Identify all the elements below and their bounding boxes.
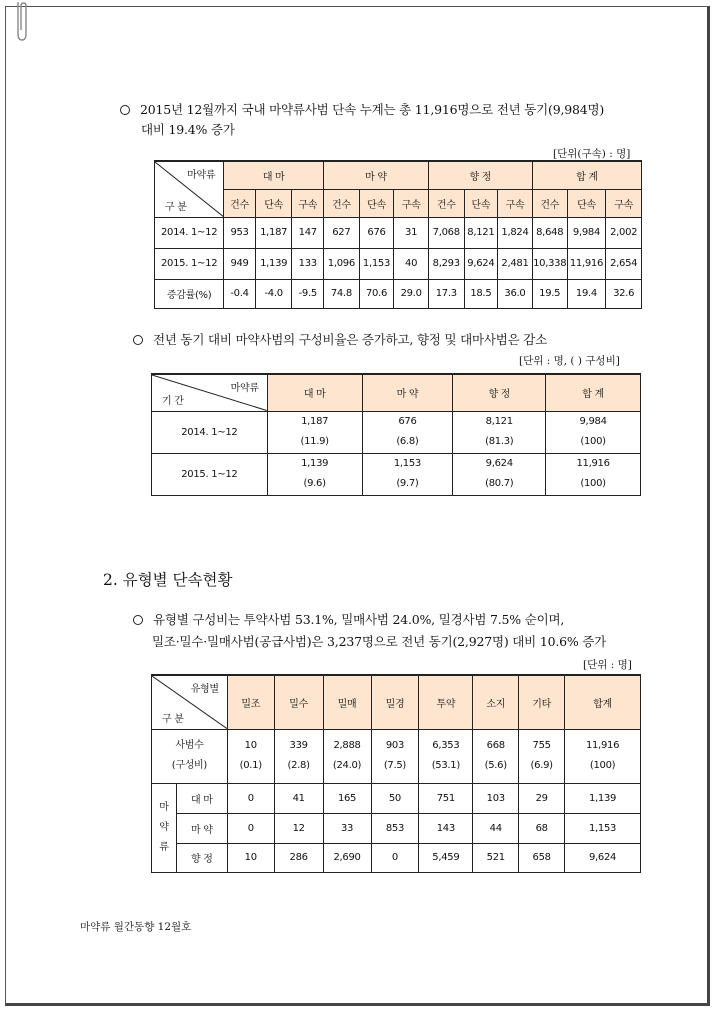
table-cell: 11,916 bbox=[567, 248, 606, 279]
table1-subheader: 건수 bbox=[428, 189, 464, 217]
table-cell bbox=[267, 453, 362, 495]
table-cell: 68 bbox=[519, 813, 565, 843]
table-cell: -4.0 bbox=[255, 279, 292, 308]
table3-header: 밀매 bbox=[323, 675, 371, 729]
table-row bbox=[152, 729, 641, 783]
table-arrest-totals bbox=[154, 160, 642, 309]
table-row bbox=[152, 813, 641, 843]
cell-value: 676 bbox=[398, 416, 417, 427]
table-cell: 36.0 bbox=[498, 279, 533, 308]
table1-subheader: 구속 bbox=[606, 189, 642, 217]
cell-ratio: (7.5) bbox=[383, 760, 407, 771]
cell-ratio: (6.9) bbox=[530, 760, 553, 771]
table-cell: 1,153 bbox=[565, 813, 641, 843]
table-cell: 8,121 bbox=[464, 217, 498, 248]
table-cell: 658 bbox=[519, 843, 565, 872]
table1-group-header: 대 마 bbox=[224, 161, 324, 189]
table-cell bbox=[565, 729, 641, 783]
table-cell: 0 bbox=[227, 813, 274, 843]
group-label-char: 류 bbox=[159, 841, 169, 853]
table-composition bbox=[151, 373, 641, 496]
row-label: 2014. 1~12 bbox=[155, 217, 224, 248]
table1-group-header: 합 계 bbox=[532, 161, 641, 189]
table-cell: 9,624 bbox=[464, 248, 498, 279]
table-cell: 5,459 bbox=[419, 843, 473, 872]
table-cell: 953 bbox=[224, 217, 256, 248]
cell-ratio: (5.6) bbox=[484, 760, 507, 771]
table-cell bbox=[371, 729, 419, 783]
table3-header: 밀수 bbox=[274, 675, 323, 729]
table1-subheader: 구속 bbox=[394, 189, 429, 217]
table-cell bbox=[419, 729, 473, 783]
table-cell: 751 bbox=[419, 783, 473, 813]
cell-ratio: (100) bbox=[580, 478, 606, 489]
table-cell: 33 bbox=[323, 813, 371, 843]
cell-ratio: (2.8) bbox=[287, 760, 310, 771]
table1-subheader: 건수 bbox=[224, 189, 256, 217]
table-cell bbox=[546, 411, 641, 453]
cell-value: 8,121 bbox=[485, 416, 513, 427]
table-cell: 44 bbox=[473, 813, 519, 843]
table1-subheader: 단속 bbox=[567, 189, 606, 217]
cell-ratio: (100) bbox=[580, 436, 606, 447]
table-cell: 147 bbox=[292, 217, 324, 248]
group-label-char: 마 bbox=[159, 801, 169, 813]
table-cell: 0 bbox=[227, 783, 274, 813]
table-cell: 9,624 bbox=[565, 843, 641, 872]
table1-group-header: 향 정 bbox=[428, 161, 532, 189]
bullet-paragraph-3 bbox=[133, 611, 564, 629]
table2-header: 향 정 bbox=[453, 374, 546, 411]
table1-corner-top: 마약류 bbox=[187, 170, 216, 181]
cell-value: 10 bbox=[244, 740, 257, 751]
table-row bbox=[155, 279, 642, 308]
table-cell: 41 bbox=[274, 783, 323, 813]
group-label-char: 약 bbox=[159, 821, 169, 833]
paperclip-icon bbox=[14, 0, 28, 44]
table2-unit: [단위 : 명, ( ) 구성비] bbox=[519, 355, 620, 367]
cell-ratio: (53.1) bbox=[431, 760, 460, 771]
table3-header: 합계 bbox=[565, 675, 641, 729]
bullet-1-line-1: 2015년 12월까지 국내 마약류사범 단속 누계는 총 11,916명으로 전년 동기(9,984명) bbox=[140, 102, 605, 117]
row-label: 마 약 bbox=[176, 813, 227, 843]
table-cell: 29.0 bbox=[394, 279, 429, 308]
table-cell bbox=[274, 729, 323, 783]
table-cell bbox=[519, 729, 565, 783]
table-row bbox=[152, 843, 641, 872]
table-cell: 50 bbox=[371, 783, 419, 813]
table2-header: 대 마 bbox=[267, 374, 362, 411]
row-label: 향 정 bbox=[176, 843, 227, 872]
table-cell: 521 bbox=[473, 843, 519, 872]
table-cell: 0 bbox=[371, 843, 419, 872]
table-cell: -9.5 bbox=[292, 279, 324, 308]
bullet-2-text: 전년 동기 대비 마약사범의 구성비율은 증가하고, 향정 및 대마사범은 감소 bbox=[153, 332, 547, 347]
bullet-paragraph-1 bbox=[120, 101, 604, 119]
table3-unit: [단위 : 명] bbox=[583, 659, 632, 671]
table-cell: 19.4 bbox=[567, 279, 606, 308]
table-cell bbox=[453, 411, 546, 453]
table-cell: 18.5 bbox=[464, 279, 498, 308]
table3-corner-bottom: 구 분 bbox=[162, 713, 184, 725]
table-by-type bbox=[151, 674, 641, 873]
table2-corner-cell bbox=[152, 374, 268, 411]
table-cell bbox=[453, 453, 546, 495]
table1-unit: [단위(구속) : 명] bbox=[553, 148, 631, 160]
table-cell: 74.8 bbox=[324, 279, 360, 308]
bullet-3-line-1: 유형별 구성비는 투약사범 53.1%, 밀매사범 24.0%, 밀경사범 7.5% 순이며, bbox=[153, 612, 565, 627]
cell-ratio: (9.7) bbox=[396, 478, 419, 489]
table-cell: 1,139 bbox=[255, 248, 292, 279]
table1-corner-bottom: 구 분 bbox=[165, 201, 187, 213]
table-cell: 853 bbox=[371, 813, 419, 843]
row-label: 2014. 1~12 bbox=[152, 411, 268, 453]
cell-value: 11,916 bbox=[585, 740, 620, 751]
row-label: 2015. 1~12 bbox=[155, 248, 224, 279]
row-label-line: (구성비) bbox=[171, 760, 208, 771]
cell-value: 2,888 bbox=[333, 740, 361, 751]
table-cell: 2,002 bbox=[606, 217, 642, 248]
cell-value: 339 bbox=[289, 740, 308, 751]
table-cell: 29 bbox=[519, 783, 565, 813]
circle-bullet-icon bbox=[120, 105, 130, 115]
table-cell bbox=[227, 729, 274, 783]
cell-value: 755 bbox=[532, 740, 551, 751]
table-cell: 1,187 bbox=[255, 217, 292, 248]
bullet-3-line-2: 밀조·밀수·밀매사범(공급사범)은 3,237명으로 전년 동기(2,927명) 대비 10.6% 증가 bbox=[152, 634, 607, 649]
table1-subheader: 건수 bbox=[324, 189, 360, 217]
cell-value: 11,916 bbox=[576, 458, 610, 469]
table1-group-header: 마 약 bbox=[324, 161, 429, 189]
cell-ratio: (81.3) bbox=[485, 436, 514, 447]
table-cell: 143 bbox=[419, 813, 473, 843]
page-footer: 마약류 월간동향 12월호 bbox=[80, 921, 192, 933]
cell-ratio: (24.0) bbox=[332, 760, 362, 771]
table-row bbox=[152, 411, 641, 453]
table-cell: 1,153 bbox=[359, 248, 394, 279]
table-cell: 9,984 bbox=[567, 217, 606, 248]
table-cell: 19.5 bbox=[532, 279, 567, 308]
table3-header: 밀경 bbox=[371, 675, 419, 729]
table-cell: 12 bbox=[274, 813, 323, 843]
cell-ratio: (0.1) bbox=[239, 760, 262, 771]
table1-subheader: 단속 bbox=[464, 189, 498, 217]
table1-corner-cell bbox=[155, 161, 224, 217]
group-label-cell bbox=[152, 783, 177, 872]
table-cell: 7,068 bbox=[428, 217, 464, 248]
table-cell: 2,690 bbox=[323, 843, 371, 872]
table-cell: 40 bbox=[394, 248, 429, 279]
table3-corner-top: 유형별 bbox=[190, 684, 219, 695]
bullet-1-line-2: 대비 19.4% 증가 bbox=[141, 122, 235, 137]
table-cell bbox=[323, 729, 371, 783]
cell-ratio: (100) bbox=[589, 760, 616, 771]
table-row bbox=[152, 783, 641, 813]
cell-value: 1,139 bbox=[301, 458, 329, 469]
table1-subheader: 구속 bbox=[498, 189, 533, 217]
table1-subheader: 단속 bbox=[255, 189, 292, 217]
table-cell: 31 bbox=[394, 217, 429, 248]
table-cell: 133 bbox=[292, 248, 324, 279]
table-cell: 8,648 bbox=[532, 217, 567, 248]
row-label-line: 사범수 bbox=[175, 740, 204, 751]
cell-value: 1,187 bbox=[301, 416, 329, 427]
cell-ratio: (6.8) bbox=[396, 436, 419, 447]
table2-header: 합 계 bbox=[546, 374, 641, 411]
table-cell: 627 bbox=[324, 217, 360, 248]
table-cell: 17.3 bbox=[428, 279, 464, 308]
table1-subheader: 건수 bbox=[532, 189, 567, 217]
table-row bbox=[155, 248, 642, 279]
table2-corner-bottom: 기 간 bbox=[162, 395, 184, 407]
table-cell: 10,338 bbox=[532, 248, 567, 279]
circle-bullet-icon bbox=[133, 615, 143, 625]
table-cell: 2,481 bbox=[498, 248, 533, 279]
table-cell: 70.6 bbox=[359, 279, 394, 308]
bullet-paragraph-2 bbox=[133, 331, 547, 349]
table-cell: 10 bbox=[227, 843, 274, 872]
table2-corner-top: 마약류 bbox=[230, 383, 259, 394]
cell-value: 903 bbox=[385, 740, 405, 751]
table-cell: 32.6 bbox=[606, 279, 642, 308]
table-cell: 676 bbox=[359, 217, 394, 248]
table-cell: 103 bbox=[473, 783, 519, 813]
table-cell bbox=[473, 729, 519, 783]
table3-header: 소지 bbox=[473, 675, 519, 729]
table-cell: 1,139 bbox=[565, 783, 641, 813]
row-label: 증감률(%) bbox=[155, 279, 224, 308]
table-cell: 165 bbox=[323, 783, 371, 813]
table-row bbox=[152, 453, 641, 495]
cell-ratio: (11.9) bbox=[300, 436, 329, 447]
section-title: 2. 유형별 단속현황 bbox=[103, 571, 233, 589]
table-cell: 949 bbox=[224, 248, 256, 279]
row-label: 대 마 bbox=[176, 783, 227, 813]
cell-ratio: (9.6) bbox=[303, 478, 326, 489]
table-cell bbox=[362, 411, 453, 453]
table1-subheader: 단속 bbox=[359, 189, 394, 217]
table-row bbox=[155, 217, 642, 248]
cell-value: 1,153 bbox=[393, 458, 421, 469]
cell-value: 9,624 bbox=[485, 458, 513, 469]
cell-value: 6,353 bbox=[432, 740, 460, 751]
cell-value: 668 bbox=[486, 740, 505, 751]
table-cell: 1,096 bbox=[324, 248, 360, 279]
table3-corner-cell bbox=[152, 675, 228, 729]
cell-ratio: (80.7) bbox=[485, 478, 514, 489]
row-label: 2015. 1~12 bbox=[152, 453, 268, 495]
table-cell: 1,824 bbox=[498, 217, 533, 248]
table-cell: -0.4 bbox=[224, 279, 256, 308]
table1-subheader: 구속 bbox=[292, 189, 324, 217]
table3-header: 기타 bbox=[519, 675, 565, 729]
table3-header: 투약 bbox=[419, 675, 473, 729]
table-cell: 2,654 bbox=[606, 248, 642, 279]
table3-header: 밀조 bbox=[227, 675, 274, 729]
cell-value: 9,984 bbox=[579, 416, 607, 427]
circle-bullet-icon bbox=[133, 335, 143, 345]
table-cell bbox=[546, 453, 641, 495]
table-cell bbox=[267, 411, 362, 453]
table-cell bbox=[362, 453, 453, 495]
table2-header: 마 약 bbox=[362, 374, 453, 411]
table-cell: 286 bbox=[274, 843, 323, 872]
row-label bbox=[152, 729, 228, 783]
table-cell: 8,293 bbox=[428, 248, 464, 279]
